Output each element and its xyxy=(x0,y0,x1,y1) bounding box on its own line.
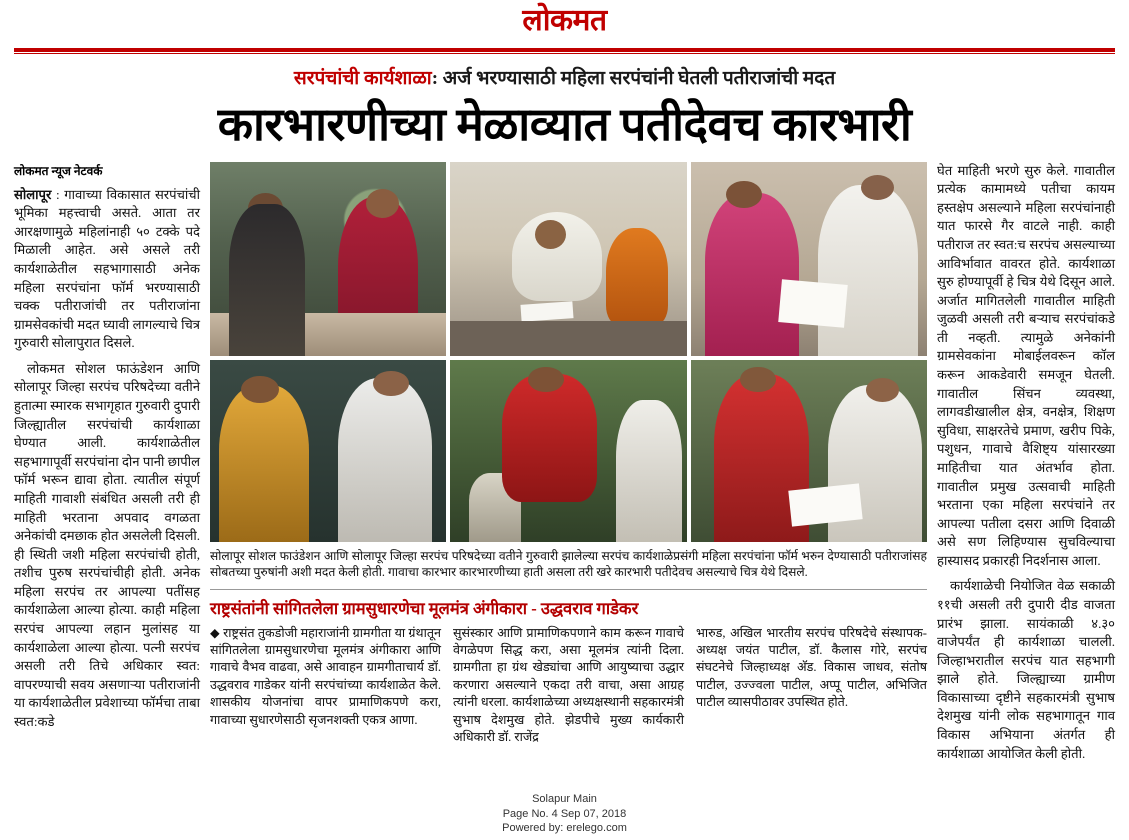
footer-powered-by: Powered by: erelego.com xyxy=(502,822,627,835)
right-paragraphs xyxy=(937,162,1115,764)
paragraph: सोलापूर : गावाच्या विकासात सरपंचांची भूमिका महत्त्वाची असते. आता तर आरक्षणामुळे महिलांनाही ५० टक्के पदे मिळाली आहेत. असे असले तरी कार्यशाळेतील सहभागासाठी अनेक महिला सरपंचांना फॉर्म भरण्यासाठी चक्क पतीराजांची तर पतीराजांना ग्रामसेवकांची मदत घ्यावी लागल्याचे चित्र गुरुवारी सोलापुरात दिसले. xyxy=(14,186,200,351)
sub-column-1 xyxy=(210,625,441,754)
paragraph: सुसंस्कार आणि प्रामाणिकपणाने काम करून गावाचे वेगळेपण सिद्ध करा, असा मूलमंत्र त्यांनी दिला. ग्रामगीता हा ग्रंथ खेड्यांचा आणि आयुष्याचा उद्धार करणारा असल्याने एकदा तरी वाचा, असा आग्रह त्यांनी धरला. कार्यशाळेच्या अध्यक्षस्थानी सहकारमंत्री सुभाष देशमुख होते. झेडपीचे मुख्य कार्यकारी अधिकारी डॉ. राजेंद्र xyxy=(453,625,684,744)
byline: लोकमत न्यूज नेटवर्क xyxy=(14,163,103,178)
paragraph: कार्यशाळेची नियोजित वेळ सकाळी ११ची असली तरी दुपारी दीड वाजता प्रारंभ झाला. सायंकाळी ४.३० वाजेपर्यंत ही कार्यशाळा चालली. जिल्हाभरातील सरपंच यात सहभागी झाले होते. जिल्ह्याच्या ग्रामीण विकासाच्या दृष्टीने सहकारमंत्री सुभाष देशमुख यांनी लोक सहभागातून गाव विकास अभियाना अंतर्गत ही कार्यशाळा आयोजित केली होती. xyxy=(937,578,1115,761)
sub-article-heading: राष्ट्रसंतांनी सांगितलेला ग्रामसुधारणेचा मूलमंत्र अंगीकारा - उद्धवराव गाडेकर xyxy=(210,598,639,618)
kicker-rest: : अर्ज भरण्यासाठी महिला सरपंचांनी घेतली पतीराजांची मदत xyxy=(431,68,836,89)
kicker-label: सरपंचांची कार्यशाळा xyxy=(293,68,432,89)
photo-woman-sarpanch-at-desk xyxy=(210,162,446,356)
sub-column-3 xyxy=(696,625,927,754)
article-body xyxy=(14,162,1115,771)
left-paragraph-1 xyxy=(14,186,200,732)
photo-collage xyxy=(210,162,927,542)
masthead-rule-thick xyxy=(14,48,1115,52)
footer-edition: Solapur Main xyxy=(532,793,597,806)
sub-article xyxy=(210,589,927,754)
photo-caption: सोलापूर सोशल फाउंडेशन आणि सोलापूर जिल्हा सरपंच परिषदेच्या वतीने गुरुवारी झालेल्या सरपंच कार्यशाळेप्रसंगी महिला सरपंचांना फॉर्म भरुन देण्यासाठी पतीराजांसह सोबतच्या पुरुषांनी अशी मदत केली होती. गावाचा कारभार कारभारणीच्या हाती असला तरी खरे कारभारी पतीदेवच असल्याचे चित्र येथे दिसले. xyxy=(210,548,927,580)
photo-elderly-man-filling-form xyxy=(450,162,686,356)
article-kicker xyxy=(14,68,1115,91)
sub-article-columns xyxy=(210,625,927,754)
article-headline: कारभारणीच्या मेळाव्यात पतीदेवच कारभारी xyxy=(217,98,912,150)
photo-collage-column xyxy=(210,162,927,754)
photo-woman-pink-saree-with-man xyxy=(691,162,927,356)
sub-column-2 xyxy=(453,625,684,754)
footer-page-info: Page No. 4 Sep 07, 2018 xyxy=(502,807,627,820)
masthead xyxy=(14,0,1115,46)
paragraph: ◆ राष्ट्रसंत तुकडोजी महाराजांनी ग्रामगीता या ग्रंथातून सांगितलेला ग्रामसुधारणेचा मूलमंत्र अंगीकारा आणि गावाचे वैभव वाढवा, असे आवाहन ग्रामगीताचार्य डॉ. उद्धवराव गाडेकर यांनी सरपंचांच्या कार्यशाळेत केले. शासकीय योजनांचा वापर प्रामाणिकपणे करा, गावाच्या सुधारणेसाठी सृजनशक्ती एकत्र आणा. xyxy=(210,625,441,727)
page-footer xyxy=(0,792,1129,836)
photo-woman-with-child xyxy=(450,360,686,542)
paragraph: घेत माहिती भरणे सुरु केले. गावातील प्रत्येक कामामध्ये पतीचा कायम हस्तक्षेप असल्याने महिला सरपंचांनाही यात फारसे गैर वाटले नाही. काही पतीराज तर स्वत:च सरपंच असल्याच्या आविर्भावात वावरत होते. कार्यशाळा सुरु होण्यापूर्वी हे चित्र येथे दिसून आले. अर्जात मागितलेली गावातील माहिती जुळवी असली तरी बऱ्याच सरपंचांकडे ती नव्हती. त्यामुळे अनेकांनी ग्रामसेवकांना मोबाईलवरून कॉल करून आकडेवारी समजून घेतली. गावातील सिंचन व्यवस्था, लागवडीखालील क्षेत्र, वनक्षेत्र, शिक्षण सुविधा, साक्षरतेचे प्रमाण, खरीप पिके, पशुधन, गावाचे वैशिष्ट्य यांसारख्या माहितीचा यात अंतर्भाव होता. गावातील प्रमुख उत्सवाची माहिती भरताना एका महिला सरपंचांने तर आपल्या पतीला दसरा आणि दिवाळी असे सण लिहिण्यास सुचविल्याचा हास्यासद प्रकारही निदर्शनास आला. xyxy=(937,162,1115,568)
photo-woman-and-man-seated xyxy=(210,360,446,542)
photo-woman-red-saree-writing xyxy=(691,360,927,542)
paragraph: भारुड, अखिल भारतीय सरपंच परिषदेचे संस्थापक-अध्यक्ष जयंत पाटील, डॉ. कैलास गोरे, सरपंच संघटनेचे जिल्हाध्यक्ष अ‍ॅड. विकास जाधव, संतोष पाटील, उज्ज्वला पाटील, अप्पू पाटील, अभिजित पाटील व्यासपीठावर उपस्थित होते. xyxy=(696,625,927,710)
masthead-rule-thin xyxy=(14,53,1115,54)
paragraph: लोकमत सोशल फाऊंडेशन आणि सोलापूर जिल्हा सरपंच परिषदेच्या वतीने हुतात्मा स्मारक सभागृहात गुरुवारी दुपारी जिल्ह्यातील सरपंचांची कार्यशाळा घेण्यात आली. कार्यशाळेतील सहभागापूर्वी सरपंचांना दोन पानी छापील फॉर्म भरून द्यावा होता. त्यातील संपूर्ण माहिती गावाशी संबंधित असली तरी ही माहिती भरताना अपवाद वगळता अनेकांची दमछाक होत असलेली दिसली. ही स्थिती जशी महिला सरपंचांची होती, तशीच पुरुष सरपंचांचीही होती. अनेक महिला सरपंच तर आपल्या पतींसह कार्यशाळेला आल्या होत्या. काही महिला सरपंच आपल्या लहान मुलांसह या कार्यशाळेला आल्या होत्या. पत्नी सरपंच असली तरी तिचे अधिकार स्वत: वापरण्याची सवय असणाऱ्या पतीराजांनी या कार्यशाळेतील प्रवेशाच्या फॉर्मचा ताबा स्वत:कडे xyxy=(14,360,200,729)
left-text-column xyxy=(14,162,200,739)
right-text-column xyxy=(937,162,1115,771)
lokmat-logo: लोकमत xyxy=(522,4,607,37)
